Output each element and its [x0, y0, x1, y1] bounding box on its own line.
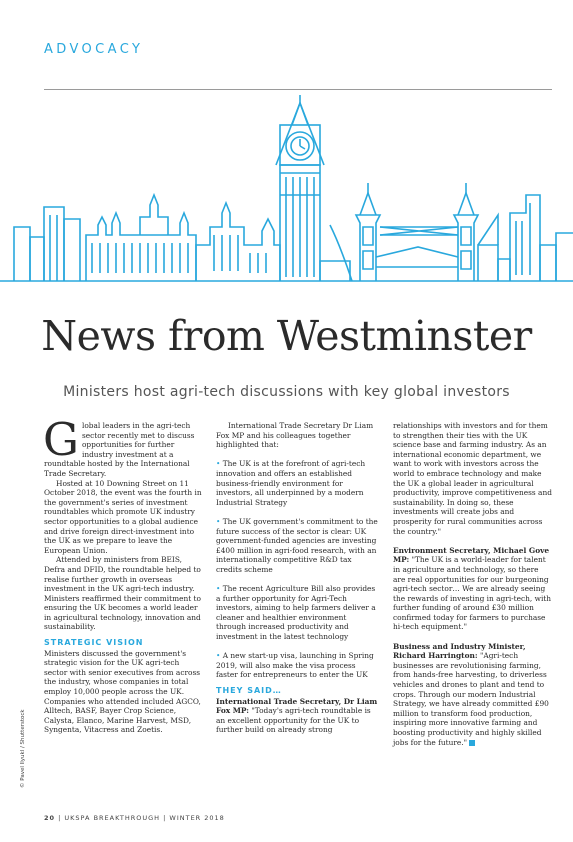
subheadline: Ministers host agri-tech discussions with key global investors — [63, 384, 510, 400]
london-skyline-illustration — [0, 95, 573, 310]
quote-speaker: Environment Secretary, Michael Gove MP: — [393, 545, 550, 565]
section-label: ADVOCACY — [44, 42, 144, 57]
intro-paragraph: Global leaders in the agri-tech sector recently met to discuss opportunities for further industry investment at a roundtable hosted by the International Trade Secretary. — [43, 413, 195, 478]
page-number: 20 — [44, 814, 56, 822]
bullet-icon: • — [216, 459, 221, 469]
publication-name: UKSPA BREAKTHROUGH — [64, 814, 161, 822]
bullet-item: • The UK is at the forefront of agri-tech innovation and offers an established business-friendly environment for investors, all underpinned by a modern Industrial Strategy — [216, 459, 366, 507]
article-column-3 — [393, 421, 553, 747]
photo-credit: © Pavel Ilyukl / Shutterstock — [20, 709, 26, 788]
section-subheading: THEY SAID… — [216, 686, 282, 696]
body-paragraph: Hosted at 10 Downing Street on 11 October 2018, the event was the fourth in the government's series of investment roundtables which promote UK industry sector opportunities to a global audience and drive foreign direct-investment into the UK as we prepare to leave the European Union. — [44, 478, 202, 555]
end-mark-icon — [469, 740, 475, 746]
quote-speaker: Business and Industry Minister, Richard Harrington: — [393, 641, 526, 661]
quote-speaker: International Trade Secretary, Dr Liam Fox MP: — [216, 696, 378, 716]
body-paragraph: relationships with investors and for them to strengthen their ties with the UK science base and farming industry. As an international economic department, we want to work with investors across the world to embrace technology and make the UK a global leader in agricultural productivity, improve competitiveness and sustainability. In doing so, these investments will create jobs and prosperity for rural communities across the country." — [393, 421, 552, 536]
article-column-2 — [216, 421, 378, 735]
page-title: News from Westminster — [41, 312, 532, 360]
section-subheading: STRATEGIC VISION — [44, 638, 144, 648]
bullet-item: • A new start-up visa, launching in Spring 2019, will also make the visa process faster for entrepreneurs to enter the UK — [216, 651, 374, 680]
article-column-1 — [43, 413, 202, 735]
body-paragraph: Attended by ministers from BEIS, Defra and DFID, the roundtable helped to realise further growth in overseas investment in the UK agri-tech industry. Ministers reaffirmed their commitment to ensuring the UK becomes a world leader in agricultural technology, innovation and sustainability. — [44, 555, 201, 632]
quote-paragraph: Environment Secretary, Michael Gove MP: "The UK is a world-leader for talent in agriculture and technology, so there are real opportunities for our burgeoning agri-tech sector… We are already seeing the rewards of investing in agri-tech, with further funding of around £30 million confirmed today for farmers to purchase hi-tech equipment." — [393, 545, 552, 632]
bullet-icon: • — [216, 651, 221, 661]
bullet-item: • The recent Agriculture Bill also provides a further opportunity for Agri-Tech investors, aiming to help farmers deliver a cleaner and healthier environment through increased productivity and investment in the latest technology — [216, 584, 376, 642]
bullet-icon: • — [216, 584, 221, 594]
header-rule — [44, 89, 552, 90]
bullet-icon: • — [216, 516, 221, 526]
issue-name: WINTER 2018 — [169, 814, 225, 822]
quote-paragraph: Business and Industry Minister, Richard Harrington: "Agri-tech businesses are revolutionising farming, from hands-free harvesting, to driverless vehicles and drones to plant and tend to crops. Through our modern Industrial Strategy, we have already committed £90 million to transform food production, inspiring more innovative farming and boosting productivity and highly skilled jobs for the future." — [393, 641, 549, 747]
page-footer: 20 | UKSPA BREAKTHROUGH | WINTER 2018 — [44, 814, 225, 822]
body-paragraph: International Trade Secretary Dr Liam Fox MP and his colleagues together highlighted that: — [216, 421, 374, 450]
quote-paragraph: International Trade Secretary, Dr Liam Fox MP: "Today's agri-tech roundtable is an excellent opportunity for the UK to further build on already strong — [216, 696, 378, 735]
bullet-item: • The UK government's commitment to the future success of the sector is clear: UK government-funded agencies are investing £400 million in agri-food research, with an internationally competitive R&D tax credits scheme — [216, 516, 378, 574]
body-paragraph: Ministers discussed the government's strategic vision for the UK agri-tech sector with senior executives from across the industry, whose companies in total employ 10,000 people across the UK. Companies who attended included AGCO, Alltech, BASF, Bayer Crop Science, Calysta, Elanco, Marine Harvest, MSD, Syngenta, Vitacress and Zoetis. — [44, 648, 201, 735]
drop-cap: G — [43, 413, 79, 466]
